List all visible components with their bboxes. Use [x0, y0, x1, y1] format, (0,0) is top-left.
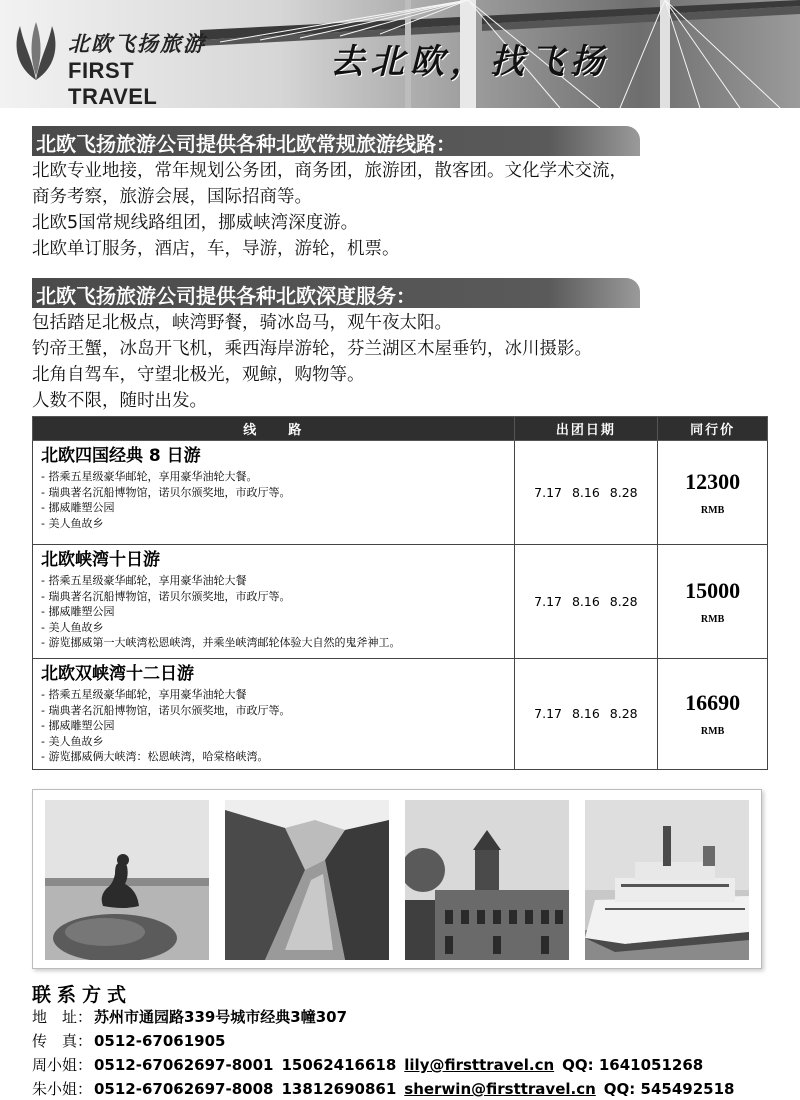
description-line: 商务考察，旅游会展，国际招商等。: [32, 187, 312, 207]
route-item: - 挪威雕塑公园: [41, 605, 115, 618]
address-label: 地 址：: [32, 1008, 93, 1026]
person1-email-link[interactable]: lily@firsttravel.cn: [404, 1056, 555, 1074]
route-item: - 搭乘五星级豪华邮轮，享用豪华油轮大餐。: [41, 470, 258, 483]
contact-fax-row: [32, 1030, 225, 1051]
route-title: 北欧峡湾十日游: [41, 550, 160, 570]
route-title: 北欧四国经典 8 日游: [41, 446, 201, 466]
deep-services-description: [32, 310, 792, 414]
departure-dates: 7.17 8.16 8.28: [514, 441, 658, 545]
fjord-photo: [225, 800, 389, 960]
route-item: - 游览挪威第一大峡湾松恩峡湾，并乘坐峡湾邮轮体验大自然的鬼斧神工。: [41, 636, 401, 649]
table-row: [33, 441, 768, 545]
contact-person1-row: [32, 1054, 703, 1075]
section-heading-deep-services: [32, 278, 640, 308]
column-header-price: 同行价: [658, 417, 768, 441]
route-cell: [33, 545, 515, 659]
price-cell: [658, 441, 768, 545]
departure-dates: 7.17 8.16 8.28: [514, 659, 658, 770]
contact-person2-row: [32, 1078, 734, 1099]
column-header-dates: 出团日期: [514, 417, 658, 441]
price-currency: RMB: [700, 726, 725, 738]
route-item: - 搭乘五星级豪华邮轮，享用豪华油轮大餐: [41, 574, 247, 587]
mermaid-statue-photo: [45, 800, 209, 960]
route-cell: [33, 441, 515, 545]
person1-label: 周小姐：: [32, 1056, 93, 1074]
route-item: - 美人鱼故乡: [41, 620, 104, 634]
route-item: - 挪威雕塑公园: [41, 719, 115, 732]
table-row: [33, 659, 768, 770]
person1-qq: QQ: 1641051268: [562, 1056, 704, 1074]
person2-qq: QQ: 545492518: [603, 1080, 735, 1098]
departure-dates: 7.17 8.16 8.28: [514, 545, 658, 659]
price-cell: [658, 659, 768, 770]
description-line: 北角自驾车，守望北极光，观鲸，购物等。: [32, 365, 365, 385]
fax-value: 0512-67061905: [94, 1032, 226, 1050]
person2-phone: 0512-67062697-8008: [94, 1080, 274, 1098]
column-header-route: 线 路: [33, 417, 515, 441]
regular-routes-description: [32, 158, 792, 262]
price-cell: [658, 545, 768, 659]
route-item: - 美人鱼故乡: [41, 516, 104, 530]
table-row: [33, 545, 768, 659]
route-item: - 瑞典著名沉船博物馆，诺贝尔颁奖地，市政厅等。: [41, 589, 291, 603]
fax-label: 传 真：: [32, 1032, 93, 1050]
description-line: 北欧5国常规线路组团，挪威峡湾深度游。: [32, 213, 359, 233]
route-cell: [33, 659, 515, 770]
route-item: - 挪威雕塑公园: [41, 501, 115, 514]
description-line: 人数不限，随时出发。: [32, 391, 207, 411]
price-amount: 16690: [685, 690, 741, 716]
company-logo: [10, 12, 210, 108]
person2-label: 朱小姐：: [32, 1080, 93, 1098]
route-item: - 搭乘五星级豪华邮轮，享用豪华油轮大餐: [41, 688, 247, 701]
logo-chinese-name: 北欧飞扬旅游: [68, 31, 206, 56]
section-heading-regular-routes: [32, 126, 640, 156]
header-banner: [0, 0, 800, 108]
table-header-row: [33, 417, 768, 441]
person2-email-link[interactable]: sherwin@firsttravel.cn: [404, 1080, 596, 1098]
tour-table: [32, 416, 768, 770]
description-line: 北欧专业地接，常年规划公务团，商务团，旅游团，散客团。文化学术交流，: [32, 161, 627, 181]
leaf-logo-icon: [10, 18, 62, 84]
route-title: 北欧双峡湾十二日游: [41, 664, 194, 684]
photo-strip: [32, 789, 762, 969]
section-title: 北欧飞扬旅游公司提供各种北欧常规旅游线路：: [36, 132, 456, 156]
description-line: 钓帝王蟹，冰岛开飞机，乘西海岸游轮，芬兰湖区木屋垂钓，冰川摄影。: [32, 339, 592, 359]
price-amount: 12300: [685, 469, 741, 494]
person1-mobile: 15062416618: [281, 1056, 397, 1074]
price-currency: RMB: [700, 505, 725, 516]
price-currency: RMB: [700, 614, 725, 625]
price-amount: 15000: [685, 578, 741, 603]
city-hall-photo: [405, 800, 569, 960]
description-line: 北欧单订服务，酒店，车，导游，游轮，机票。: [32, 239, 400, 259]
person1-phone: 0512-67062697-8001: [94, 1056, 274, 1074]
contact-address-row: [32, 1006, 347, 1027]
route-item: - 美人鱼故乡: [41, 734, 104, 748]
contact-heading: 联系方式: [32, 984, 133, 1006]
logo-english-name: FIRST TRAVEL: [68, 58, 158, 108]
route-item: - 游览挪威俩大峡湾：松恩峡湾，哈棠格峡湾。: [41, 750, 269, 763]
person2-mobile: 13812690861: [281, 1080, 397, 1098]
route-item: - 瑞典著名沉船博物馆，诺贝尔颁奖地，市政厅等。: [41, 703, 291, 717]
route-item: - 瑞典著名沉船博物馆，诺贝尔颁奖地，市政厅等。: [41, 485, 291, 499]
header-slogan: 去北欧，找飞扬: [330, 42, 610, 82]
address-value: 苏州市通园路339号城市经典3幢307: [94, 1008, 348, 1026]
cruise-ship-photo: [585, 800, 749, 960]
description-line: 包括踏足北极点，峡湾野餐，骑冰岛马，观午夜太阳。: [32, 313, 452, 333]
section-title: 北欧飞扬旅游公司提供各种北欧深度服务：: [36, 284, 416, 308]
